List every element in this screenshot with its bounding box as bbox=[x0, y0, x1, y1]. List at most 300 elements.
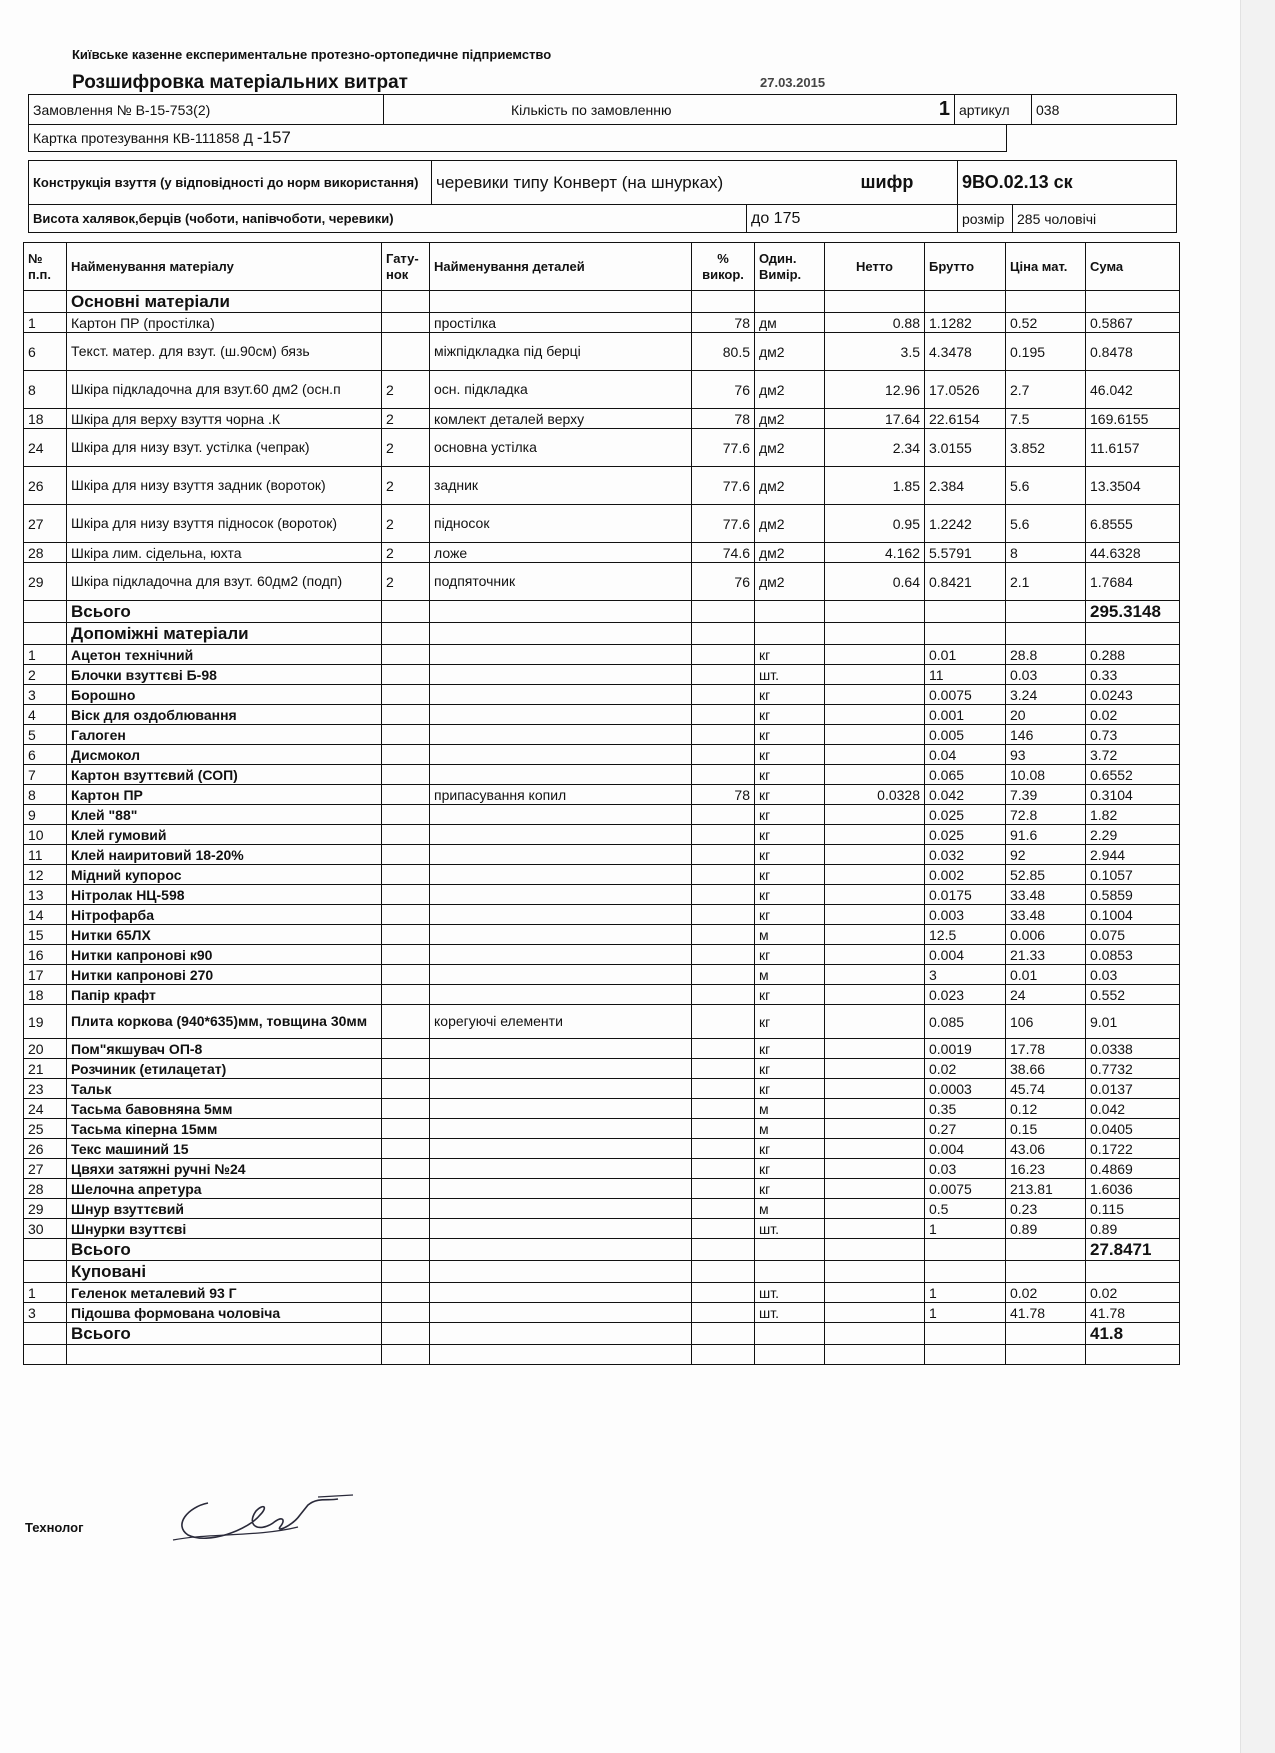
cell-no: 19 bbox=[24, 1005, 67, 1039]
cell-material: Плита коркова (940*635)мм, товщина 30мм bbox=[67, 1005, 382, 1039]
cell-no: 25 bbox=[24, 1119, 67, 1139]
total-value: 27.8471 bbox=[1086, 1239, 1180, 1261]
cell-gross: 0.001 bbox=[925, 705, 1006, 725]
cell-material: Дисмокол bbox=[67, 745, 382, 765]
cell-part bbox=[430, 845, 692, 865]
construction-value: черевики типу Конверт (на шнурках) bbox=[432, 161, 857, 205]
cell-no: 6 bbox=[24, 745, 67, 765]
materials-table bbox=[23, 242, 1180, 1365]
cell-unit: кг bbox=[755, 865, 825, 885]
cell-net bbox=[825, 1039, 925, 1059]
cell-part: підносок bbox=[430, 505, 692, 543]
cell-unit: кг bbox=[755, 945, 825, 965]
cell-net: 12.96 bbox=[825, 371, 925, 409]
cell-no: 23 bbox=[24, 1079, 67, 1099]
cell-grade: 2 bbox=[382, 543, 430, 563]
cell-grade bbox=[382, 725, 430, 745]
cell-unit: кг bbox=[755, 1159, 825, 1179]
aux-material-row bbox=[24, 1079, 1180, 1099]
cell-gross: 0.0019 bbox=[925, 1039, 1006, 1059]
total-blank bbox=[430, 1323, 692, 1345]
cell-price: 7.39 bbox=[1006, 785, 1086, 805]
cell-material: Мідний купорос bbox=[67, 865, 382, 885]
cell-price: 28.8 bbox=[1006, 645, 1086, 665]
cell-price: 21.33 bbox=[1006, 945, 1086, 965]
article-value: 038 bbox=[1032, 95, 1177, 125]
cell-part bbox=[430, 1303, 692, 1323]
cell-part: комлект деталей верху bbox=[430, 409, 692, 429]
cell-pct bbox=[692, 1099, 755, 1119]
cell-gross: 1 bbox=[925, 1283, 1006, 1303]
cell-net bbox=[825, 645, 925, 665]
cell-price: 17.78 bbox=[1006, 1039, 1086, 1059]
cell-sum: 0.02 bbox=[1086, 705, 1180, 725]
cell-sum: 0.33 bbox=[1086, 665, 1180, 685]
cell-pct bbox=[692, 925, 755, 945]
cell-grade bbox=[382, 1179, 430, 1199]
cell-gross: 0.065 bbox=[925, 765, 1006, 785]
cell-no: 30 bbox=[24, 1219, 67, 1239]
blank-cell bbox=[755, 1345, 825, 1365]
cell-net: 0.88 bbox=[825, 313, 925, 333]
cell-gross: 0.8421 bbox=[925, 563, 1006, 601]
cell-unit: дм2 bbox=[755, 467, 825, 505]
cell-no: 11 bbox=[24, 845, 67, 865]
cell-price: 3.24 bbox=[1006, 685, 1086, 705]
cell-no: 26 bbox=[24, 1139, 67, 1159]
cell-net bbox=[825, 1005, 925, 1039]
cell-price: 0.15 bbox=[1006, 1119, 1086, 1139]
cell-pct bbox=[692, 1179, 755, 1199]
code-label: шифр bbox=[857, 161, 958, 205]
cell-part bbox=[430, 945, 692, 965]
blank-cell bbox=[24, 1345, 67, 1365]
cell-unit: дм bbox=[755, 313, 825, 333]
cell-grade bbox=[382, 1119, 430, 1139]
aux-material-row bbox=[24, 985, 1180, 1005]
section-bought-materials bbox=[24, 1261, 1180, 1283]
document-date: 27.03.2015 bbox=[760, 75, 826, 90]
blank-cell bbox=[825, 1345, 925, 1365]
aux-material-row bbox=[24, 1059, 1180, 1079]
cell-grade bbox=[382, 645, 430, 665]
cell-pct: 74.6 bbox=[692, 543, 755, 563]
aux-material-row bbox=[24, 865, 1180, 885]
cell-material: Шнур взуттєвий bbox=[67, 1199, 382, 1219]
cell-price: 5.6 bbox=[1006, 505, 1086, 543]
cell-no: 16 bbox=[24, 945, 67, 965]
cell-gross: 12.5 bbox=[925, 925, 1006, 945]
blank-cell bbox=[1006, 1345, 1086, 1365]
cell-gross: 0.0075 bbox=[925, 685, 1006, 705]
main-material-row bbox=[24, 429, 1180, 467]
cell-net: 0.0328 bbox=[825, 785, 925, 805]
cell-sum: 0.0243 bbox=[1086, 685, 1180, 705]
col-header-material: Найменування матеріалу bbox=[67, 243, 382, 291]
section-aux-materials bbox=[24, 623, 1180, 645]
cell-price: 8 bbox=[1006, 543, 1086, 563]
cell-grade bbox=[382, 785, 430, 805]
cell-price: 146 bbox=[1006, 725, 1086, 745]
cell-grade bbox=[382, 1005, 430, 1039]
materials-body bbox=[24, 291, 1180, 1365]
cell-unit: кг bbox=[755, 1039, 825, 1059]
cell-no: 12 bbox=[24, 865, 67, 885]
cell-no: 20 bbox=[24, 1039, 67, 1059]
cell-pct bbox=[692, 985, 755, 1005]
cell-part bbox=[430, 685, 692, 705]
cell-no: 13 bbox=[24, 885, 67, 905]
section-blank bbox=[755, 623, 825, 645]
cell-part bbox=[430, 1059, 692, 1079]
cell-pct bbox=[692, 665, 755, 685]
cell-price: 72.8 bbox=[1006, 805, 1086, 825]
cell-material: Тасьма кіперна 15мм bbox=[67, 1119, 382, 1139]
cell-gross: 0.35 bbox=[925, 1099, 1006, 1119]
cell-net: 4.162 bbox=[825, 543, 925, 563]
cell-grade bbox=[382, 685, 430, 705]
cell-price: 7.5 bbox=[1006, 409, 1086, 429]
cell-part: основна устілка bbox=[430, 429, 692, 467]
cell-pct bbox=[692, 1039, 755, 1059]
cell-sum: 0.89 bbox=[1086, 1219, 1180, 1239]
cell-gross: 0.02 bbox=[925, 1059, 1006, 1079]
cell-price: 0.02 bbox=[1006, 1283, 1086, 1303]
cell-material: Нітрофарба bbox=[67, 905, 382, 925]
cell-net: 0.95 bbox=[825, 505, 925, 543]
blank-row bbox=[24, 1345, 1180, 1365]
aux-material-row bbox=[24, 1099, 1180, 1119]
cell-material: Шкіра для низу взут. устілка (чепрак) bbox=[67, 429, 382, 467]
aux-material-row bbox=[24, 1119, 1180, 1139]
cell-pct bbox=[692, 1303, 755, 1323]
cell-gross: 0.0003 bbox=[925, 1079, 1006, 1099]
cell-price: 5.6 bbox=[1006, 467, 1086, 505]
bought-total-row bbox=[24, 1323, 1180, 1345]
cell-sum: 3.72 bbox=[1086, 745, 1180, 765]
cell-sum: 0.288 bbox=[1086, 645, 1180, 665]
main-material-row bbox=[24, 467, 1180, 505]
cell-material: Підошва формована чоловіча bbox=[67, 1303, 382, 1323]
cell-sum: 0.552 bbox=[1086, 985, 1180, 1005]
cell-price: 2.7 bbox=[1006, 371, 1086, 409]
cell-grade bbox=[382, 805, 430, 825]
cell-material: Клей гумовий bbox=[67, 825, 382, 845]
cell-unit: шт. bbox=[755, 1283, 825, 1303]
aux-material-row bbox=[24, 645, 1180, 665]
article-label: артикул bbox=[955, 95, 1032, 125]
cell-net bbox=[825, 1199, 925, 1219]
section-blank bbox=[382, 623, 430, 645]
cell-part bbox=[430, 1139, 692, 1159]
cell-price: 20 bbox=[1006, 705, 1086, 725]
cell-grade bbox=[382, 1059, 430, 1079]
cell-price: 213.81 bbox=[1006, 1179, 1086, 1199]
cell-unit: кг bbox=[755, 685, 825, 705]
cell-net bbox=[825, 925, 925, 945]
cell-part bbox=[430, 1119, 692, 1139]
cell-grade bbox=[382, 1219, 430, 1239]
cell-gross: 5.5791 bbox=[925, 543, 1006, 563]
cell-unit: дм2 bbox=[755, 543, 825, 563]
blank-cell bbox=[382, 1345, 430, 1365]
cell-no: 28 bbox=[24, 543, 67, 563]
cell-material: Клей наиритовий 18-20% bbox=[67, 845, 382, 865]
total-blank bbox=[382, 601, 430, 623]
cell-grade bbox=[382, 885, 430, 905]
cell-price: 16.23 bbox=[1006, 1159, 1086, 1179]
total-blank bbox=[24, 601, 67, 623]
main-material-row bbox=[24, 543, 1180, 563]
cell-price: 41.78 bbox=[1006, 1303, 1086, 1323]
cell-sum: 0.03 bbox=[1086, 965, 1180, 985]
total-blank bbox=[692, 1323, 755, 1345]
section-blank bbox=[1006, 291, 1086, 313]
total-blank bbox=[382, 1323, 430, 1345]
cell-pct: 80.5 bbox=[692, 333, 755, 371]
total-value: 295.3148 bbox=[1086, 601, 1180, 623]
total-blank bbox=[825, 1239, 925, 1261]
cell-pct bbox=[692, 645, 755, 665]
cell-material: Картон ПР (простілка) bbox=[67, 313, 382, 333]
cell-pct bbox=[692, 1199, 755, 1219]
cell-no: 18 bbox=[24, 409, 67, 429]
cell-pct bbox=[692, 825, 755, 845]
cell-pct bbox=[692, 945, 755, 965]
cell-grade: 2 bbox=[382, 409, 430, 429]
cell-price: 0.12 bbox=[1006, 1099, 1086, 1119]
aux-material-row bbox=[24, 885, 1180, 905]
quantity-value: 1 bbox=[799, 95, 955, 125]
cell-gross: 0.002 bbox=[925, 865, 1006, 885]
section-blank bbox=[430, 1261, 692, 1283]
cell-unit: кг bbox=[755, 805, 825, 825]
cell-net: 0.64 bbox=[825, 563, 925, 601]
total-blank bbox=[382, 1239, 430, 1261]
cell-net bbox=[825, 725, 925, 745]
cell-material: Текс машиний 15 bbox=[67, 1139, 382, 1159]
cell-material: Папір крафт bbox=[67, 985, 382, 1005]
cell-net bbox=[825, 905, 925, 925]
cell-gross: 0.03 bbox=[925, 1159, 1006, 1179]
cell-gross: 0.085 bbox=[925, 1005, 1006, 1039]
cell-price: 33.48 bbox=[1006, 885, 1086, 905]
cell-gross: 0.042 bbox=[925, 785, 1006, 805]
cell-pct: 78 bbox=[692, 313, 755, 333]
cell-pct bbox=[692, 1079, 755, 1099]
cell-gross: 0.01 bbox=[925, 645, 1006, 665]
cell-part: міжпідкладка під берці bbox=[430, 333, 692, 371]
cell-grade bbox=[382, 1283, 430, 1303]
cell-part bbox=[430, 865, 692, 885]
cell-net bbox=[825, 745, 925, 765]
cell-no: 8 bbox=[24, 785, 67, 805]
cell-sum: 0.0405 bbox=[1086, 1119, 1180, 1139]
cell-price: 91.6 bbox=[1006, 825, 1086, 845]
cell-net: 1.85 bbox=[825, 467, 925, 505]
aux-material-row bbox=[24, 1139, 1180, 1159]
cell-part bbox=[430, 705, 692, 725]
cell-no: 29 bbox=[24, 1199, 67, 1219]
cell-price: 0.195 bbox=[1006, 333, 1086, 371]
cell-part bbox=[430, 725, 692, 745]
total-blank bbox=[692, 601, 755, 623]
cell-pct: 76 bbox=[692, 371, 755, 409]
cell-material: Тальк bbox=[67, 1079, 382, 1099]
total-blank bbox=[755, 1239, 825, 1261]
cell-price: 24 bbox=[1006, 985, 1086, 1005]
cell-pct: 78 bbox=[692, 409, 755, 429]
cell-grade bbox=[382, 1159, 430, 1179]
cell-pct bbox=[692, 705, 755, 725]
cell-no: 21 bbox=[24, 1059, 67, 1079]
cell-pct bbox=[692, 1059, 755, 1079]
cell-part bbox=[430, 965, 692, 985]
cell-material: Картон ПР bbox=[67, 785, 382, 805]
aux-material-row bbox=[24, 725, 1180, 745]
col-header-pct: % викор. bbox=[692, 243, 755, 291]
section-blank bbox=[925, 1261, 1006, 1283]
technologist-label: Технолог bbox=[25, 1520, 84, 1535]
cell-price: 43.06 bbox=[1006, 1139, 1086, 1159]
cell-sum: 0.5859 bbox=[1086, 885, 1180, 905]
cell-no: 1 bbox=[24, 1283, 67, 1303]
section-blank bbox=[430, 623, 692, 645]
cell-pct: 76 bbox=[692, 563, 755, 601]
cell-grade bbox=[382, 333, 430, 371]
cell-gross: 3.0155 bbox=[925, 429, 1006, 467]
cell-unit: м bbox=[755, 1199, 825, 1219]
section-blank bbox=[692, 1261, 755, 1283]
cell-sum: 0.115 bbox=[1086, 1199, 1180, 1219]
cell-material: Нитки 65ЛХ bbox=[67, 925, 382, 945]
col-header-price: Ціна мат. bbox=[1006, 243, 1086, 291]
cell-material: Шкіра для низу взуття задник (вороток) bbox=[67, 467, 382, 505]
cell-grade bbox=[382, 313, 430, 333]
main-material-row bbox=[24, 313, 1180, 333]
cell-no: 1 bbox=[24, 313, 67, 333]
cell-gross: 0.5 bbox=[925, 1199, 1006, 1219]
cell-gross: 0.032 bbox=[925, 845, 1006, 865]
cell-pct bbox=[692, 845, 755, 865]
col-header-part: Найменування деталей bbox=[430, 243, 692, 291]
cell-unit: дм2 bbox=[755, 429, 825, 467]
cell-material: Блочки взуттєві Б-98 bbox=[67, 665, 382, 685]
cell-price: 106 bbox=[1006, 1005, 1086, 1039]
cell-grade bbox=[382, 925, 430, 945]
aux-material-row bbox=[24, 805, 1180, 825]
prosthetics-card bbox=[29, 125, 1007, 152]
cell-sum: 0.0338 bbox=[1086, 1039, 1180, 1059]
cell-no: 3 bbox=[24, 685, 67, 705]
cell-pct bbox=[692, 1283, 755, 1303]
cell-sum: 0.042 bbox=[1086, 1099, 1180, 1119]
cell-gross: 4.3478 bbox=[925, 333, 1006, 371]
cell-grade bbox=[382, 945, 430, 965]
cell-no: 24 bbox=[24, 1099, 67, 1119]
cell-gross: 0.005 bbox=[925, 725, 1006, 745]
cell-net bbox=[825, 765, 925, 785]
cell-sum: 41.78 bbox=[1086, 1303, 1180, 1323]
cell-price: 0.23 bbox=[1006, 1199, 1086, 1219]
cell-part bbox=[430, 665, 692, 685]
cell-part: подпяточник bbox=[430, 563, 692, 601]
cell-pct bbox=[692, 965, 755, 985]
cell-grade: 2 bbox=[382, 429, 430, 467]
cell-price: 0.52 bbox=[1006, 313, 1086, 333]
cell-no: 6 bbox=[24, 333, 67, 371]
col-header-gross: Брутто bbox=[925, 243, 1006, 291]
cell-part bbox=[430, 1079, 692, 1099]
cell-no: 7 bbox=[24, 765, 67, 785]
cell-pct bbox=[692, 1005, 755, 1039]
cell-sum: 0.5867 bbox=[1086, 313, 1180, 333]
cell-no: 28 bbox=[24, 1179, 67, 1199]
cell-gross: 0.0175 bbox=[925, 885, 1006, 905]
cell-part bbox=[430, 1283, 692, 1303]
section-blank bbox=[1086, 1261, 1180, 1283]
cell-no: 17 bbox=[24, 965, 67, 985]
cell-grade bbox=[382, 705, 430, 725]
cell-material: Пом"якшувач ОП-8 bbox=[67, 1039, 382, 1059]
section-blank bbox=[1086, 623, 1180, 645]
aux-material-row bbox=[24, 945, 1180, 965]
section-blank bbox=[692, 623, 755, 645]
cell-no: 1 bbox=[24, 645, 67, 665]
cell-unit: дм2 bbox=[755, 371, 825, 409]
cell-price: 10.08 bbox=[1006, 765, 1086, 785]
cell-sum: 0.8478 bbox=[1086, 333, 1180, 371]
aux-material-row bbox=[24, 925, 1180, 945]
cell-price: 92 bbox=[1006, 845, 1086, 865]
cell-unit: кг bbox=[755, 1059, 825, 1079]
cell-unit: дм2 bbox=[755, 563, 825, 601]
cell-unit: м bbox=[755, 925, 825, 945]
cell-sum: 0.075 bbox=[1086, 925, 1180, 945]
cell-no: 8 bbox=[24, 371, 67, 409]
total-blank bbox=[755, 601, 825, 623]
cell-unit: кг bbox=[755, 645, 825, 665]
cell-sum: 0.4869 bbox=[1086, 1159, 1180, 1179]
cell-material: Розчиник (етилацетат) bbox=[67, 1059, 382, 1079]
cell-price: 0.89 bbox=[1006, 1219, 1086, 1239]
document-title: Розшифровка матеріальних витрат bbox=[72, 72, 408, 93]
cell-sum: 9.01 bbox=[1086, 1005, 1180, 1039]
aux-total-row bbox=[24, 1239, 1180, 1261]
cell-sum: 13.3504 bbox=[1086, 467, 1180, 505]
cell-part bbox=[430, 825, 692, 845]
cell-price: 38.66 bbox=[1006, 1059, 1086, 1079]
bought-material-row bbox=[24, 1303, 1180, 1323]
cell-pct bbox=[692, 1159, 755, 1179]
cell-sum: 0.02 bbox=[1086, 1283, 1180, 1303]
section-blank bbox=[755, 291, 825, 313]
cell-no: 3 bbox=[24, 1303, 67, 1323]
cell-price: 0.03 bbox=[1006, 665, 1086, 685]
cell-sum: 1.82 bbox=[1086, 805, 1180, 825]
cell-sum: 169.6155 bbox=[1086, 409, 1180, 429]
cell-unit: шт. bbox=[755, 1219, 825, 1239]
cell-net: 2.34 bbox=[825, 429, 925, 467]
cell-pct bbox=[692, 1119, 755, 1139]
cell-gross: 1.1282 bbox=[925, 313, 1006, 333]
col-header-sum: Сума bbox=[1086, 243, 1180, 291]
cell-sum: 46.042 bbox=[1086, 371, 1180, 409]
section-main-materials bbox=[24, 291, 1180, 313]
total-label: Всього bbox=[67, 1239, 382, 1261]
cell-pct bbox=[692, 745, 755, 765]
cell-grade bbox=[382, 665, 430, 685]
